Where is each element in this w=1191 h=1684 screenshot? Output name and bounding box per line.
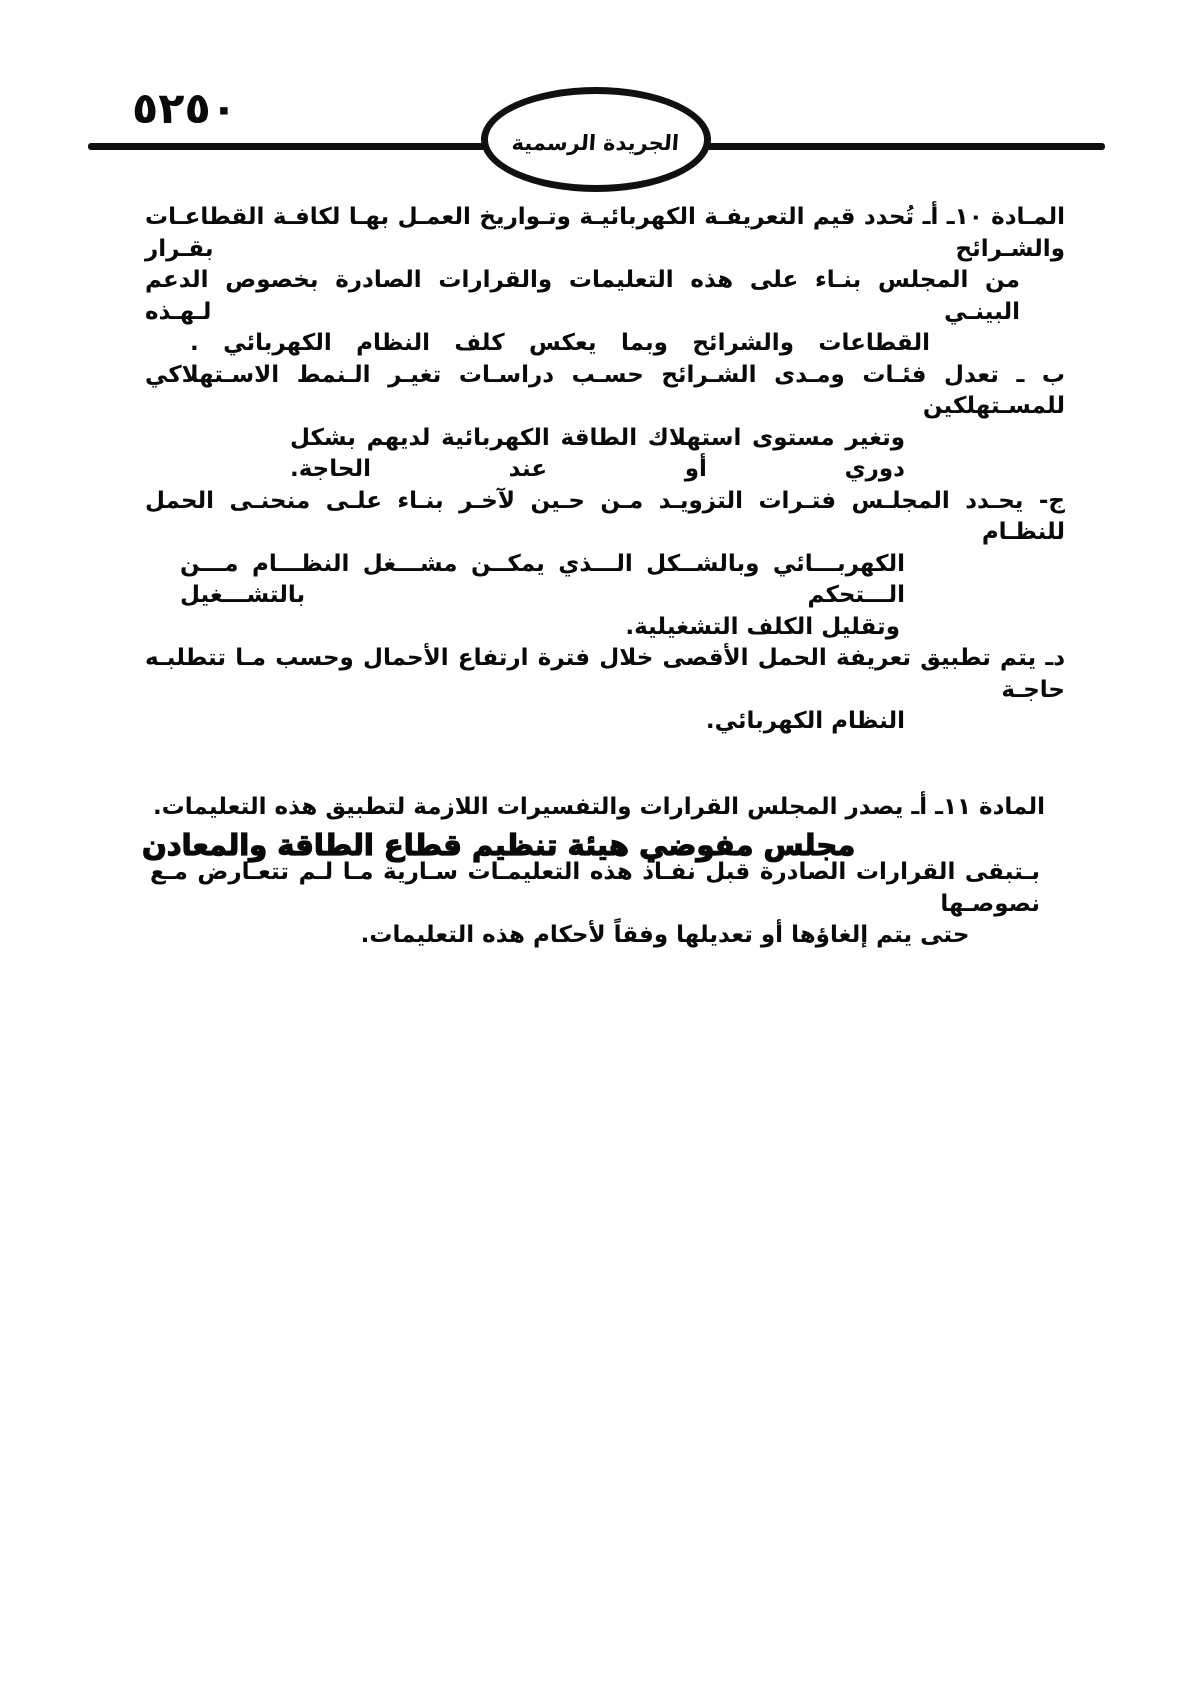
article-11 bbox=[145, 792, 1065, 952]
article-10-line: وتغير مستوى استهلاك الطاقة الكهربائية لديهم بشكل دوري أو عند الحاجة. bbox=[290, 424, 905, 482]
article-10-line: وتقليل الكلف التشغيلية. bbox=[625, 613, 900, 640]
article-10-line: الكهربـــائي وبالشــكل الـــذي يمكــن مشـــغل النظـــام مـــن الـــتحكم بالتشـــغيل bbox=[180, 550, 905, 608]
gazette-title: الجريدة الرسمية bbox=[511, 130, 681, 155]
gazette-title-oval bbox=[481, 87, 711, 192]
article-11-line: المادة ١١ـ أـ يصدر المجلس القرارات والتفسيرات اللازمة لتطبيق هذه التعليمات. bbox=[152, 793, 1045, 820]
article-10-line: المـادة ١٠ـ أـ تُحدد قيم التعريفـة الكهربائيـة وتـواريخ العمـل بهـا لكافـة القطاعـات والشـرائح بقـرار bbox=[145, 204, 1065, 262]
article-10-line: من المجلس بنـاء على هذه التعليمات والقرارات الصادرة بخصوص الدعم البينـي لـهـذه bbox=[145, 267, 1020, 325]
signature-line: مجلس مفوضي هيئة تنظيم قطاع الطاقة والمعادن bbox=[142, 828, 856, 862]
article-10 bbox=[145, 202, 1065, 738]
article-10-line: ب ـ تعدل فئـات ومـدى الشـرائح حسـب دراسـات تغيـر الـنمط الاسـتهلاكي للمسـتهلكين bbox=[145, 361, 1065, 419]
article-10-line: النظام الكهربائي. bbox=[705, 708, 905, 734]
article-10-line: دـ يتم تطبيق تعريفة الحمل الأقصى خلال فترة ارتفاع الأحمال وحسب مـا تتطلبـه حاجـة bbox=[145, 645, 1065, 703]
article-10-line: القطاعات والشرائح وبما يعكس كلف النظام الكهربائي . bbox=[190, 330, 930, 356]
article-10-line: ج- يحـدد المجلـس فتـرات التزويـد مـن حـين لآخـر بنـاء علـى منحنـى الحمل للنظـام bbox=[145, 487, 1065, 545]
article-11-line: بـتبقى القرارات الصادرة قبل نفـاذ هذه التعليمـات سـارية مـا لـم تتعـارض مـع نصوصـها bbox=[150, 859, 1040, 917]
page-number: ٥٢٥٠ bbox=[132, 84, 237, 134]
article-11-line: حتى يتم إلغاؤها أو تعديلها وفقاً لأحكام هذه التعليمات. bbox=[360, 922, 970, 948]
